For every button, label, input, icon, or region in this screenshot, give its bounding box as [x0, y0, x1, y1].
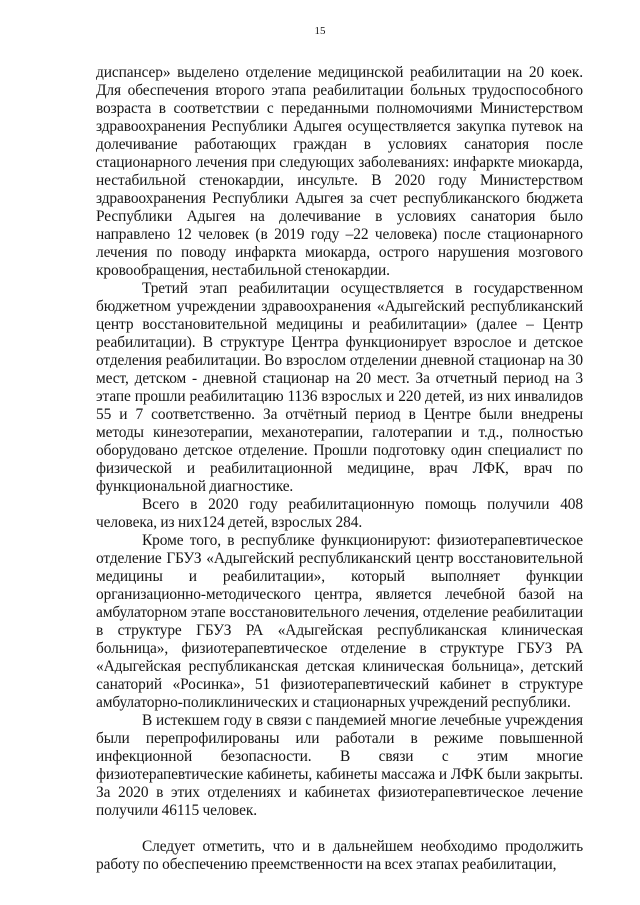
paragraph-2: Третий этап реабилитации осуществляется в государственном бюджетном учреждении здравоохранения «Адыгейский республиканский центр восстановительной медицины и реабилитации» (далее – Центр реабилитации). В структуре Центра функционирует взрослое и детское отделения реабилитации. Во взрослом отделении дневной стационар на 30 мест, детском - дневной стационар на 20 мест. За отчетный период на 3 этапе прошли реабилитацию 1136 взрослых и 220 детей, из них инвалидов 55 и 7 соответственно. За отчётный период в Центре были внедрены методы кинезотерапии, механотерапии, галотерапии и т.д., полностью оборудовано детское отделение. Прошли подготовку один специалист по физической и реабилитационной медицине, врач ЛФК, врач по функциональной диагностике. [96, 280, 583, 495]
page-number: 15 [314, 25, 326, 37]
paragraph-4: Кроме того, в республике функционируют: физиотерапевтическое отделение ГБУЗ «Адыгейский республиканский центр восстановительной медицины и реабилитации», который выполняет функции организационно-методического центра, является лечебной базой на амбулаторном этапе восстановительного лечения, отделение реабилитации в структуре ГБУЗ РА «Адыгейская республиканская клиническая больница», физиотерапевтическое отделение в структуре ГБУЗ РА «Адыгейская республиканская детская клиническая больница», детский санаторий «Росинка», 51 физиотерапевтический кабинет в структуре амбулаторно-поликлинических и стационарных учреждений республики. [96, 532, 583, 711]
paragraph-6: Следует отметить, что и в дальнейшем необходимо продолжить работу по обеспечению преемственности на всех этапах реабилитации, [96, 838, 583, 873]
document-body [96, 64, 583, 874]
paragraph-3: Всего в 2020 году реабилитационную помощь получили 408 человека, из них124 детей, взрослых 284. [96, 496, 583, 531]
paragraph-5: В истекшем году в связи с пандемией многие лечебные учреждения были перепрофилированы или работали в режиме повышенной инфекционной безопасности. В связи с этим многие физиотерапевтические кабинеты, кабинеты массажа и ЛФК были закрыты. За 2020 в этих отделениях и кабинетах физиотерапевтическое лечение получили 46115 человек. [96, 712, 583, 819]
paragraph-1: диспансер» выделено отделение медицинской реабилитации на 20 коек. Для обеспечения второго этапа реабилитации больных трудоспособного возраста в соответствии с переданными полномочиями Министерством здравоохранения Республики Адыгея осуществляется закупка путевок на долечивание работающих граждан в условиях санатория после стационарного лечения при следующих заболеваниях: инфаркте миокарда, нестабильной стенокардии, инсульте. В 2020 году Министерством здравоохранения Республики Адыгея за счет республиканского бюджета Республики Адыгея на долечивание в условиях санатория было направлено 12 человек (в 2019 году –22 человека) после стационарного лечения по поводу инфаркта миокарда, острого нарушения мозгового кровообращения, нестабильной стенокардии. [96, 64, 583, 279]
